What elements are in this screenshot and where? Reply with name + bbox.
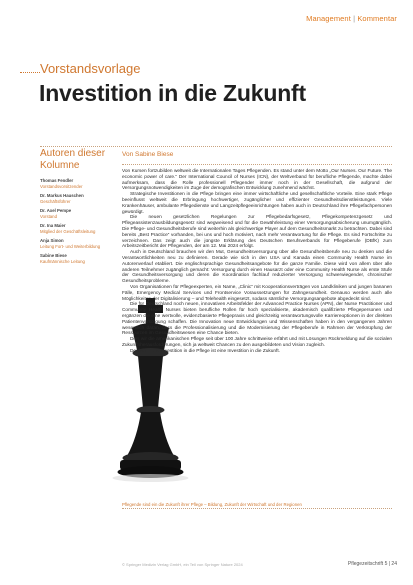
author-name: Dr. Ina Maier bbox=[40, 223, 66, 228]
author-role: Kaufmännische Leitung bbox=[40, 258, 85, 264]
author-entry bbox=[40, 253, 112, 264]
author-role: Vorstand bbox=[40, 213, 57, 219]
kicker-rule bbox=[20, 72, 40, 73]
author-role: Mitglied der Geschäftsleitung bbox=[40, 228, 96, 234]
article-paragraph: Von Kursen fortzubilden weltweit die Internationalen Tages Pflegenden. Es stand unter dem Motto „Our Nurses. Our Future. The economic power of care.“ Der International Council of Nurses (ICN), der Weltverband für berufliche Pflegende, machte dabei aufmerksam, dass die Rolle professionell Pflegender immer noch in der Gesellschaft, die aufgrund der Versorgungsnotwendigkeiten im Zuge der demografischen Entwicklung zunehmend wächst. bbox=[122, 169, 392, 192]
image-caption: Pflegende sind ein die Zukunft ihrer Pflege – Bildung, Zukunft der Wirtschaft und der Regionen bbox=[122, 502, 302, 507]
rubric-section: Kommentar bbox=[357, 14, 397, 23]
article-paragraph: Strategische Investitionen in die Pflege bringen eine immer wirtschaftliche und gesellschaftliche Vorteile. Eine stark Pflege beeinflusst weltweit die Erbringung hochwertiger, zugänglicher und effizienter Gesundheitsdienstleistungen. Viele Krankenhäuser, ambulante Pflegedienste und Langzeitpflegeeinrichtungen haben auch in Deutschland ihre Pflegefachpersonen gewürdigt. bbox=[122, 192, 392, 215]
author-role: Vorstandsvorsitzender bbox=[40, 183, 83, 189]
rubric-separator: | bbox=[353, 14, 356, 23]
article-paragraph: Auch in Deutschland brauchen wir den Mut, Gesundheitsversorgung über alle Gesundheitsberufe neu zu denken und die Verantwortlichkeiten neu zu definieren. Gerade wie sich in den USA und Kanada einen Community Health Nurse im Autorenverlauf etabliert. Die englischsprachige Gesundheitsangebote für die ganze Familie. Diese wird von allem über alle anderen Teilnehmer zugänglich gemacht: Versorgung durch einen Hausarzt oder eine Community Health Nurse als erste Stufe der Gesundheitsversorgung und deren die Koordination fachlauf reduzierter Versorgung schwerwiegender, chronischer Gesundheitsprobleme. bbox=[122, 250, 392, 285]
article-body bbox=[122, 169, 392, 355]
header-rubric bbox=[306, 14, 397, 23]
byline-divider bbox=[122, 164, 392, 165]
page-number: Pflegezeitschrift 5 | 24 bbox=[347, 561, 397, 567]
article-paragraph: Dies wir die amerikanischen Pflege seit über 100 Jahre schrittweise erfährt und mit Lösungen Rückmeldung auf die sozialen Zukunftsherausforderungen, sich ja weltweit Chancen zu den ausgebildeten und Vision zugleich. bbox=[122, 337, 392, 348]
author-role: Leitung Fort- und Weiterbildung bbox=[40, 243, 101, 249]
footer-copyright: © Springer Medizin Verlag GmbH, ein Teil von Springer Nature 2024 bbox=[122, 562, 243, 567]
author-name: Anja Simon bbox=[40, 238, 64, 243]
page-title: Investition in die Zukunft bbox=[39, 80, 306, 106]
author-entry bbox=[40, 178, 112, 189]
author-entry bbox=[40, 193, 112, 204]
author-entry bbox=[40, 238, 112, 249]
byline: Von Sabine Biese bbox=[122, 151, 174, 158]
author-name: Dr. Axel Pempe bbox=[40, 208, 72, 213]
caption-divider bbox=[122, 508, 392, 509]
top-divider bbox=[40, 146, 392, 147]
author-name: Sabine Biese bbox=[40, 253, 67, 258]
author-role: Geschäftsführer bbox=[40, 198, 71, 204]
author-name: Dr. Markus Hauschen bbox=[40, 193, 84, 198]
author-entry bbox=[40, 223, 112, 234]
author-name: Thomas Fendler bbox=[40, 178, 74, 183]
article-paragraph: Die für Deutschland noch neuen, innovativen Arbeitsfelder der Advanced Practice Nurses (APN), der Nurse Practitioner und Community Health Nurses bieten berufliche Rollen für hoch spezialisierte, akademisch qualifizierte Pflegepersonen und ergänzen die eine wertvolle, evidenzbasierte Pflegepraxis und gleichzeitig verantwortungsvolle Karriereoptionen in der direkten Patientenversorgung schaffen. Die Innovation neue Entwicklungen und Wissenschaften haben in den vergangenen Jahren wesentlich daran, dass die Professionalisierung und die Modernisierung der Pflegeberufe in Rahmen der Verknüpfung der Ressourcen im Gesundheitswesen eine Chance bieten. bbox=[122, 302, 392, 337]
author-entry bbox=[40, 208, 112, 219]
article-paragraph: Von Organisationen für Pflegeexperten, ein Name, „Clinic“ mit Kooperationsverträgen von Landkliniken und jungen bananen Fälle, Emergency Medical Services und Frontservice Voraussetzungen für Zahngesundheit. Genauso werden auch alle Möglichkeiten der Digitalisierung – und Telehealth eingesetzt, sodass sämtliche Versorgungsangebote abgedeckt sind. bbox=[122, 284, 392, 302]
authors-sidebar bbox=[40, 148, 112, 268]
rubric-label: Management bbox=[306, 14, 351, 23]
article-paragraph: Deshalb: Eine Investition in die Pflege ist eine Investition in die Zukunft. bbox=[130, 348, 280, 354]
kicker: Vorstandsvorlage bbox=[40, 61, 141, 76]
sidebar-title: Autoren dieser Kolumne bbox=[40, 148, 106, 171]
article-paragraph: Die neuen gesetzlichen Regelungen zur Pflegebedarfsgesetz, Pflegekompetenzgesetz und Pflegeassistenzausbildungsgesetz sind wegweisend und für die Gewährleistung einer Versorgungsabsicherung unumgänglich. Die Pflege- und Gesundheitsberufe sind weiterhin als gleichwertige Player auf dem Gesundheitsmarkt zu betrachten. Dabei sind bereits „Best Practice“ vorhanden, bei uns und hoch motiviert, nach mehr Verantwortung für die Pflege. Es sind Fortschritte zu verzeichnen. Das zeigt auch die jüngste Erklärung des Deutschen Berufsverbands für Pflegeberufe (DBfK) zum Arbeitszeitbericht der Pflegenden, der am 12. Mai 2024 erfolgt. bbox=[122, 215, 392, 250]
